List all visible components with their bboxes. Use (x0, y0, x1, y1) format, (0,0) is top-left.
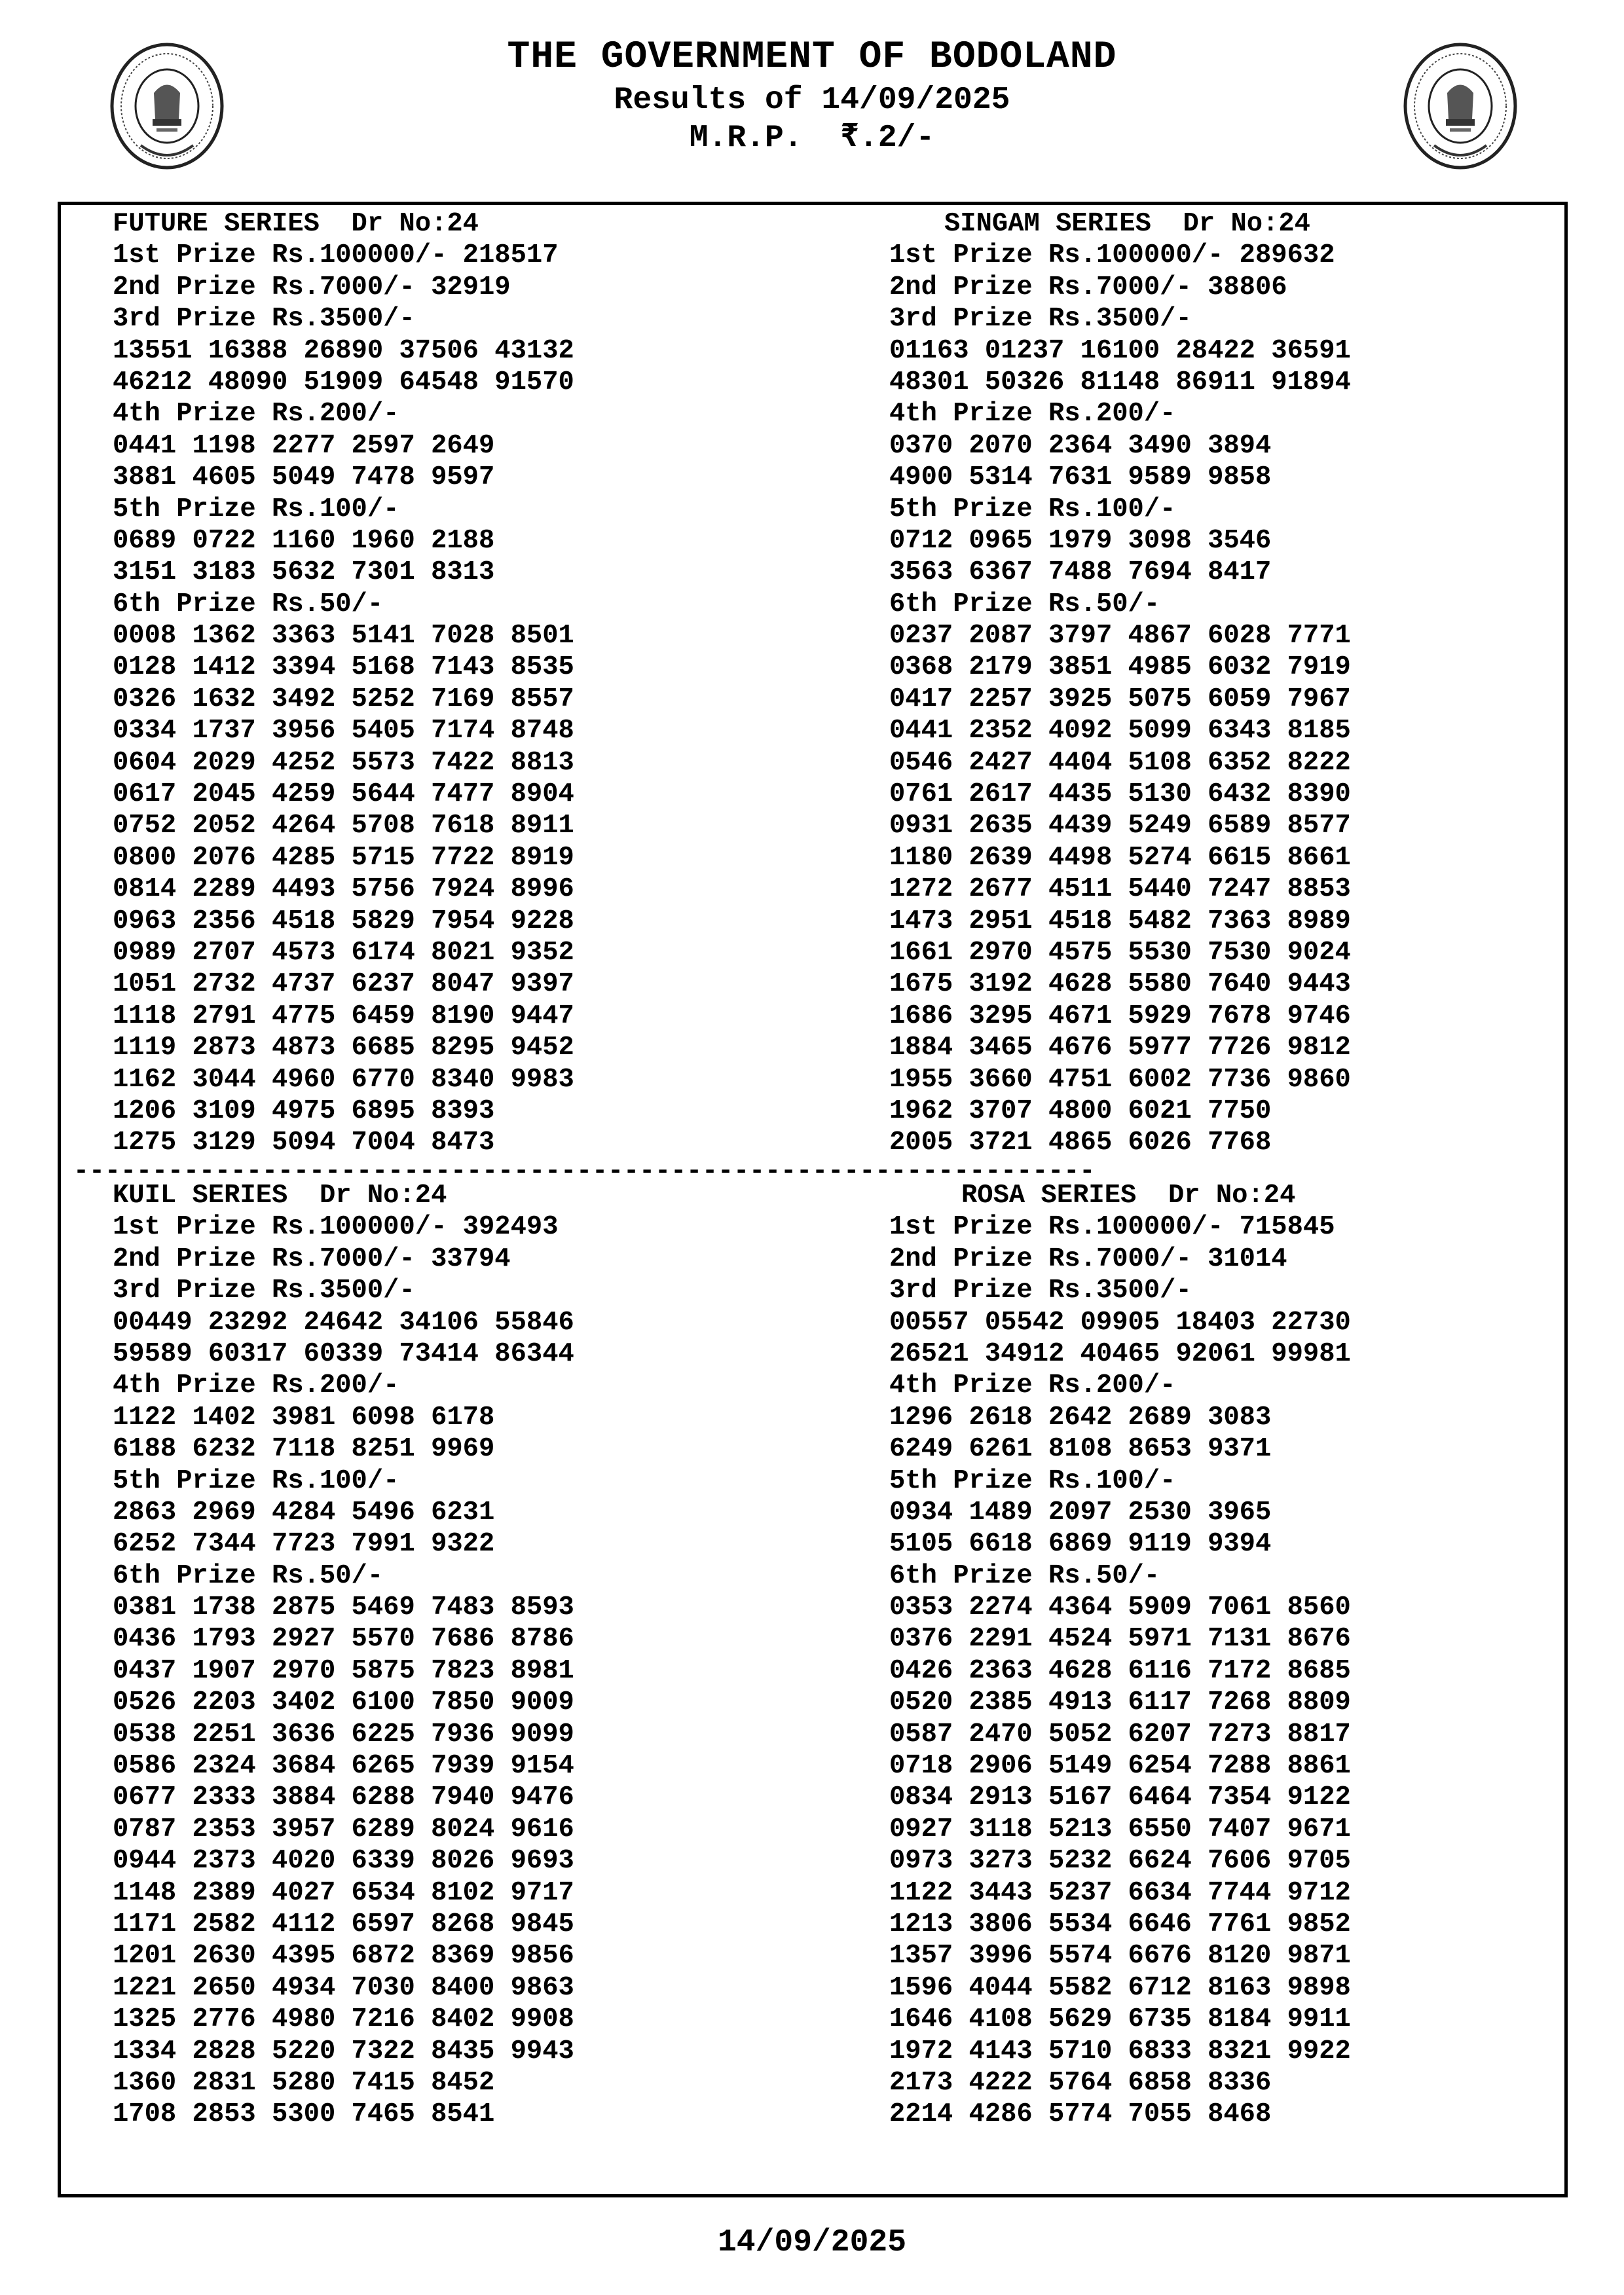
sixth-prize-numbers: 0617 2045 4259 5644 7477 8904 (113, 779, 574, 810)
future-series-block (113, 208, 574, 1159)
sixth-prize-numbers: 0526 2203 3402 6100 7850 9009 (113, 1687, 574, 1718)
third-prize-numbers: 00449 23292 24642 34106 55846 (113, 1307, 574, 1338)
sixth-prize-numbers: 1360 2831 5280 7415 8452 (113, 2067, 495, 2098)
sixth-prize-numbers: 0989 2707 4573 6174 8021 9352 (113, 937, 574, 968)
sixth-prize-numbers: 0800 2076 4285 5715 7722 8919 (113, 842, 574, 873)
sixth-prize-numbers: 0437 1907 2970 5875 7823 8981 (113, 1655, 574, 1686)
sixth-prize-numbers: 1661 2970 4575 5530 7530 9024 (889, 937, 1351, 968)
series-heading: SINGAM SERIES Dr No:24 (944, 209, 1310, 239)
mrp-price: M.R.P. ₹.2/- (689, 120, 935, 156)
sixth-prize-numbers: 1473 2951 4518 5482 7363 8989 (889, 906, 1351, 936)
sixth-prize-numbers: 0927 3118 5213 6550 7407 9671 (889, 1814, 1351, 1845)
fourth-prize-label: 4th Prize Rs.200/- (889, 1370, 1176, 1401)
fifth-prize-numbers: 0712 0965 1979 3098 3546 (889, 525, 1272, 556)
fourth-prize-numbers: 6188 6232 7118 8251 9969 (113, 1434, 495, 1465)
sixth-prize-numbers: 0381 1738 2875 5469 7483 8593 (113, 1592, 574, 1623)
sixth-prize-numbers: 0963 2356 4518 5829 7954 9228 (113, 906, 574, 936)
sixth-prize-numbers: 1275 3129 5094 7004 8473 (113, 1128, 495, 1158)
sixth-prize-label: 6th Prize Rs.50/- (113, 1560, 384, 1591)
sixth-prize-numbers: 0752 2052 4264 5708 7618 8911 (113, 811, 574, 841)
sixth-prize-numbers: 0436 1793 2927 5570 7686 8786 (113, 1624, 574, 1655)
sixth-prize-numbers: 1171 2582 4112 6597 8268 9845 (113, 1909, 574, 1939)
sixth-prize-numbers: 0587 2470 5052 6207 7273 8817 (889, 1719, 1351, 1750)
sixth-prize-numbers: 0128 1412 3394 5168 7143 8535 (113, 652, 574, 683)
third-prize-label: 3rd Prize Rs.3500/- (113, 304, 415, 335)
sixth-prize-numbers: 1884 3465 4676 5977 7726 9812 (889, 1033, 1351, 1063)
sixth-prize-numbers: 0237 2087 3797 4867 6028 7771 (889, 621, 1351, 652)
sixth-prize-numbers: 2214 4286 5774 7055 8468 (889, 2099, 1272, 2130)
fourth-prize-label: 4th Prize Rs.200/- (113, 1370, 399, 1401)
fourth-prize-label: 4th Prize Rs.200/- (889, 399, 1176, 430)
sixth-prize-numbers: 1972 4143 5710 6833 8321 9922 (889, 2036, 1351, 2066)
third-prize-label: 3rd Prize Rs.3500/- (889, 1276, 1192, 1306)
sixth-prize-numbers: 0931 2635 4439 5249 6589 8577 (889, 811, 1351, 841)
sixth-prize-numbers: 0334 1737 3956 5405 7174 8748 (113, 716, 574, 746)
sixth-prize-numbers: 0834 2913 5167 6464 7354 9122 (889, 1782, 1351, 1813)
sixth-prize-numbers: 1148 2389 4027 6534 8102 9717 (113, 1877, 574, 1908)
sixth-prize-numbers: 1325 2776 4980 7216 8402 9908 (113, 2004, 574, 2035)
third-prize-numbers: 48301 50326 81148 86911 91894 (889, 367, 1351, 397)
sixth-prize-numbers: 1201 2630 4395 6872 8369 9856 (113, 1941, 574, 1972)
sixth-prize-label: 6th Prize Rs.50/- (113, 589, 384, 619)
fifth-prize-label: 5th Prize Rs.100/- (113, 1465, 399, 1496)
sixth-prize-label: 6th Prize Rs.50/- (889, 589, 1160, 619)
sixth-prize-numbers: 1686 3295 4671 5929 7678 9746 (889, 1001, 1351, 1031)
sixth-prize-numbers: 1596 4044 5582 6712 8163 9898 (889, 1972, 1351, 2003)
sixth-prize-numbers: 1206 3109 4975 6895 8393 (113, 1095, 495, 1126)
fifth-prize-numbers: 3151 3183 5632 7301 8313 (113, 557, 495, 588)
first-prize: 1st Prize Rs.100000/- 289632 (889, 240, 1335, 271)
sixth-prize-numbers: 1962 3707 4800 6021 7750 (889, 1095, 1272, 1126)
fourth-prize-numbers: 0441 1198 2277 2597 2649 (113, 430, 495, 461)
sixth-prize-numbers: 1162 3044 4960 6770 8340 9983 (113, 1064, 574, 1095)
sixth-prize-numbers: 1272 2677 4511 5440 7247 8853 (889, 874, 1351, 905)
first-prize: 1st Prize Rs.100000/- 218517 (113, 240, 559, 271)
sixth-prize-numbers: 0426 2363 4628 6116 7172 8685 (889, 1655, 1351, 1686)
rosa-series-block (889, 1180, 1351, 2131)
sixth-prize-numbers: 1675 3192 4628 5580 7640 9443 (889, 969, 1351, 1000)
singam-series-block (889, 208, 1351, 1159)
sixth-prize-numbers: 0353 2274 4364 5909 7061 8560 (889, 1592, 1351, 1623)
fourth-prize-numbers: 4900 5314 7631 9589 9858 (889, 462, 1272, 493)
fifth-prize-numbers: 3563 6367 7488 7694 8417 (889, 557, 1272, 588)
fifth-prize-label: 5th Prize Rs.100/- (889, 494, 1176, 524)
fifth-prize-numbers: 0689 0722 1160 1960 2188 (113, 525, 495, 556)
third-prize-label: 3rd Prize Rs.3500/- (889, 304, 1192, 335)
sixth-prize-numbers: 0718 2906 5149 6254 7288 8861 (889, 1751, 1351, 1782)
results-date: Results of 14/09/2025 (614, 83, 1010, 118)
footer-date: 14/09/2025 (717, 2225, 907, 2260)
third-prize-numbers: 00557 05542 09905 18403 22730 (889, 1307, 1351, 1338)
sixth-prize-numbers: 0604 2029 4252 5573 7422 8813 (113, 747, 574, 778)
sixth-prize-numbers: 0520 2385 4913 6117 7268 8809 (889, 1687, 1351, 1718)
second-prize: 2nd Prize Rs.7000/- 33794 (113, 1243, 511, 1274)
third-prize-numbers: 13551 16388 26890 37506 43132 (113, 335, 574, 366)
series-heading: FUTURE SERIES Dr No:24 (113, 209, 479, 239)
sixth-prize-numbers: 0546 2427 4404 5108 6352 8222 (889, 747, 1351, 778)
kuil-series-block (113, 1180, 574, 2131)
document-title: THE GOVERNMENT OF BODOLAND (507, 36, 1117, 79)
sixth-prize-numbers: 1221 2650 4934 7030 8400 9863 (113, 1972, 574, 2003)
sixth-prize-numbers: 0677 2333 3884 6288 7940 9476 (113, 1782, 574, 1813)
fifth-prize-label: 5th Prize Rs.100/- (889, 1465, 1176, 1496)
sixth-prize-numbers: 0586 2324 3684 6265 7939 9154 (113, 1751, 574, 1782)
third-prize-numbers: 26521 34912 40465 92061 99981 (889, 1338, 1351, 1369)
sixth-prize-numbers: 0761 2617 4435 5130 6432 8390 (889, 779, 1351, 810)
fourth-prize-numbers: 0370 2070 2364 3490 3894 (889, 430, 1272, 461)
series-heading: ROSA SERIES Dr No:24 (961, 1181, 1296, 1211)
sixth-prize-numbers: 0417 2257 3925 5075 6059 7967 (889, 684, 1351, 714)
fifth-prize-numbers: 6252 7344 7723 7991 9322 (113, 1529, 495, 1560)
series-heading: KUIL SERIES Dr No:24 (113, 1181, 447, 1211)
sixth-prize-label: 6th Prize Rs.50/- (889, 1560, 1160, 1591)
sixth-prize-numbers: 0814 2289 4493 5756 7924 8996 (113, 874, 574, 905)
fourth-prize-numbers: 1296 2618 2642 2689 3083 (889, 1402, 1272, 1433)
sixth-prize-numbers: 1051 2732 4737 6237 8047 9397 (113, 969, 574, 1000)
first-prize: 1st Prize Rs.100000/- 392493 (113, 1212, 559, 1243)
third-prize-numbers: 01163 01237 16100 28422 36591 (889, 335, 1351, 366)
third-prize-numbers: 46212 48090 51909 64548 91570 (113, 367, 574, 397)
sixth-prize-numbers: 1119 2873 4873 6685 8295 9452 (113, 1033, 574, 1063)
fifth-prize-numbers: 5105 6618 6869 9119 9394 (889, 1529, 1272, 1560)
sixth-prize-numbers: 0538 2251 3636 6225 7936 9099 (113, 1719, 574, 1750)
second-prize: 2nd Prize Rs.7000/- 31014 (889, 1243, 1287, 1274)
sixth-prize-numbers: 0376 2291 4524 5971 7131 8676 (889, 1624, 1351, 1655)
sixth-prize-numbers: 0973 3273 5232 6624 7606 9705 (889, 1846, 1351, 1877)
first-prize: 1st Prize Rs.100000/- 715845 (889, 1212, 1335, 1243)
second-prize: 2nd Prize Rs.7000/- 32919 (113, 272, 511, 303)
sixth-prize-numbers: 0787 2353 3957 6289 8024 9616 (113, 1814, 574, 1845)
sixth-prize-numbers: 1118 2791 4775 6459 8190 9447 (113, 1001, 574, 1031)
sixth-prize-numbers: 1334 2828 5220 7322 8435 9943 (113, 2036, 574, 2066)
sixth-prize-numbers: 1646 4108 5629 6735 8184 9911 (889, 2004, 1351, 2035)
section-divider: ----------------------------------------------------------------- (73, 1159, 1096, 1185)
third-prize-label: 3rd Prize Rs.3500/- (113, 1276, 415, 1306)
sixth-prize-numbers: 1955 3660 4751 6002 7736 9860 (889, 1064, 1351, 1095)
sixth-prize-numbers: 1180 2639 4498 5274 6615 8661 (889, 842, 1351, 873)
sixth-prize-numbers: 1122 3443 5237 6634 7744 9712 (889, 1877, 1351, 1908)
sixth-prize-numbers: 0368 2179 3851 4985 6032 7919 (889, 652, 1351, 683)
sixth-prize-numbers: 2173 4222 5764 6858 8336 (889, 2067, 1272, 2098)
sixth-prize-numbers: 2005 3721 4865 6026 7768 (889, 1128, 1272, 1158)
fourth-prize-numbers: 6249 6261 8108 8653 9371 (889, 1434, 1272, 1465)
fifth-prize-numbers: 0934 1489 2097 2530 3965 (889, 1497, 1272, 1528)
fifth-prize-label: 5th Prize Rs.100/- (113, 494, 399, 524)
sixth-prize-numbers: 1213 3806 5534 6646 7761 9852 (889, 1909, 1351, 1939)
second-prize: 2nd Prize Rs.7000/- 38806 (889, 272, 1287, 303)
sixth-prize-numbers: 0441 2352 4092 5099 6343 8185 (889, 716, 1351, 746)
sixth-prize-numbers: 0944 2373 4020 6339 8026 9693 (113, 1846, 574, 1877)
sixth-prize-numbers: 0326 1632 3492 5252 7169 8557 (113, 684, 574, 714)
sixth-prize-numbers: 1357 3996 5574 6676 8120 9871 (889, 1941, 1351, 1972)
fifth-prize-numbers: 2863 2969 4284 5496 6231 (113, 1497, 495, 1528)
document-header (0, 34, 1624, 157)
fourth-prize-label: 4th Prize Rs.200/- (113, 399, 399, 430)
third-prize-numbers: 59589 60317 60339 73414 86344 (113, 1338, 574, 1369)
fourth-prize-numbers: 1122 1402 3981 6098 6178 (113, 1402, 495, 1433)
sixth-prize-numbers: 0008 1362 3363 5141 7028 8501 (113, 621, 574, 652)
sixth-prize-numbers: 1708 2853 5300 7465 8541 (113, 2099, 495, 2130)
fourth-prize-numbers: 3881 4605 5049 7478 9597 (113, 462, 495, 493)
